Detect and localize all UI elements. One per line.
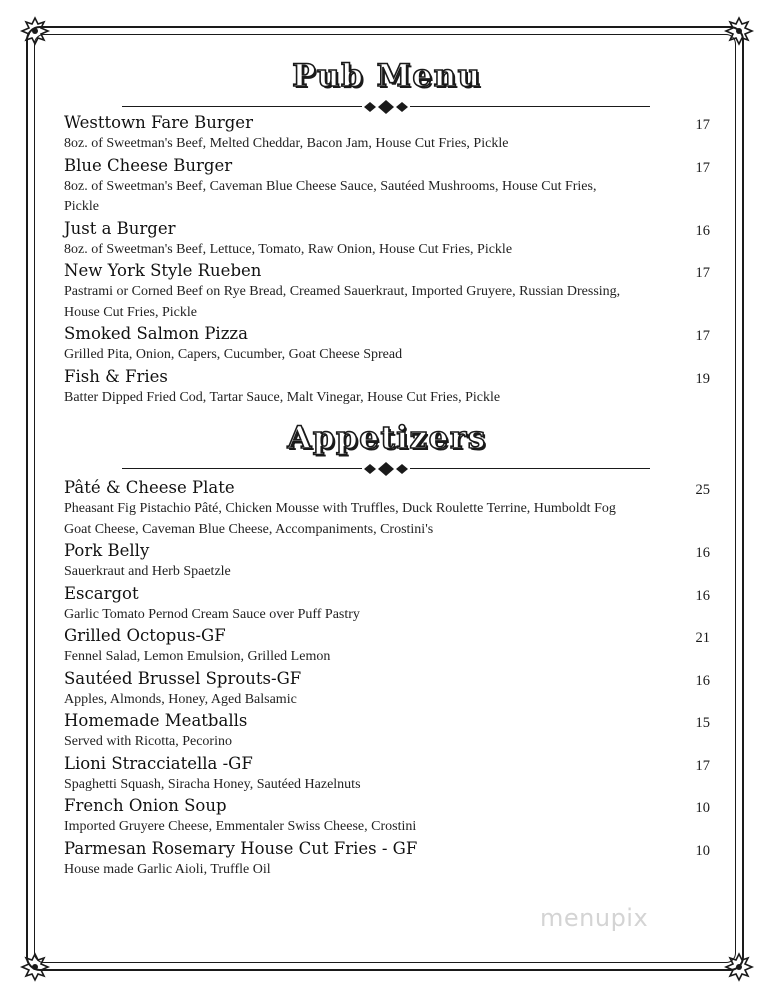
item-price: 15 (695, 715, 710, 731)
item-name: Fish & Fries (64, 366, 168, 386)
pub-menu-title: Pub Menu (292, 58, 482, 94)
item-description: House made Garlic Aioli, Truffle Oil (64, 861, 271, 877)
item-price: 17 (695, 328, 710, 344)
flourish-icon (18, 14, 52, 48)
item-description: Grilled Pita, Onion, Capers, Cucumber, Goat Cheese Spread (64, 347, 403, 362)
item-price: 17 (695, 117, 710, 133)
menu-item (64, 155, 714, 218)
menu-item (64, 218, 714, 261)
menu-item (64, 668, 714, 711)
section-divider (122, 462, 650, 476)
item-description: Garlic Tomato Pernod Cream Sauce over Puff Pastry (64, 606, 360, 622)
flourish-icon (722, 14, 756, 48)
item-description: Pheasant Fig Pistachio Pâté, Chicken Mousse with Truffles, Duck Roulette Terrine, Humboldt Fog Goat Cheese, Caveman Blue Cheese, Accompaniments, Crostini's (64, 501, 616, 537)
item-price: 16 (695, 222, 710, 239)
item-price: 25 (695, 482, 710, 498)
item-name: Pâté & Cheese Plate (64, 478, 235, 497)
item-price: 16 (695, 587, 710, 604)
item-description: 8oz. of Sweetman's Beef, Caveman Blue Cheese Sauce, Sautéed Mushrooms, House Cut Fries, Pickle (64, 178, 597, 214)
appetizers-list (64, 477, 714, 880)
item-price: 17 (695, 159, 710, 176)
item-name: Just a Burger (64, 218, 176, 238)
item-description: Pastrami or Corned Beef on Rye Bread, Creamed Sauerkraut, Imported Gruyere, Russian Dressing, House Cut Fries, Pickle (64, 284, 621, 320)
item-name: Westtown Fare Burger (64, 113, 253, 132)
item-description: 8oz. of Sweetman's Beef, Lettuce, Tomato, Raw Onion, House Cut Fries, Pickle (64, 241, 513, 257)
menu-item (64, 366, 714, 409)
item-name: New York Style Rueben (64, 261, 262, 280)
item-name: Blue Cheese Burger (64, 155, 233, 175)
menu-item (64, 477, 714, 540)
item-price: 19 (695, 370, 710, 387)
item-name: Parmesan Rosemary House Cut Fries - GF (64, 838, 418, 858)
item-price: 17 (695, 757, 710, 774)
pub-menu-list (64, 112, 714, 408)
menu-item (64, 583, 714, 626)
item-description: Served with Ricotta, Pecorino (64, 734, 232, 749)
item-description: Fennel Salad, Lemon Emulsion, Grilled Lemon (64, 649, 331, 664)
menu-item (64, 625, 714, 668)
item-description: Spaghetti Squash, Siracha Honey, Sautéed Hazelnuts (64, 776, 361, 792)
menu-item (64, 795, 714, 838)
item-name: Pork Belly (64, 541, 150, 560)
menu-item (64, 112, 714, 155)
item-name: Lioni Stracciatella -GF (64, 753, 253, 773)
diamond-ornament-icon (362, 462, 410, 476)
flourish-icon (722, 950, 756, 984)
appetizers-title: Appetizers (287, 420, 487, 456)
item-description: 8oz. of Sweetman's Beef, Melted Cheddar, Bacon Jam, House Cut Fries, Pickle (64, 136, 509, 151)
item-name: Sautéed Brussel Sprouts-GF (64, 668, 302, 688)
item-description: Batter Dipped Fried Cod, Tartar Sauce, Malt Vinegar, House Cut Fries, Pickle (64, 389, 501, 405)
item-name: Grilled Octopus-GF (64, 626, 226, 645)
item-description: Imported Gruyere Cheese, Emmentaler Swiss Cheese, Crostini (64, 819, 417, 834)
item-price: 17 (695, 265, 710, 281)
menu-item (64, 838, 714, 881)
item-name: French Onion Soup (64, 796, 227, 815)
item-name: Escargot (64, 583, 139, 603)
item-name: Smoked Salmon Pizza (64, 324, 248, 343)
flourish-icon (18, 950, 52, 984)
item-price: 10 (695, 842, 710, 859)
menu-item (64, 753, 714, 796)
menu-item (64, 323, 714, 366)
watermark: menupix (540, 904, 649, 932)
item-price: 16 (695, 545, 710, 561)
item-name: Homemade Meatballs (64, 711, 248, 730)
item-description: Sauerkraut and Herb Spaetzle (64, 564, 231, 579)
item-description: Apples, Almonds, Honey, Aged Balsamic (64, 691, 297, 707)
menu-item (64, 710, 714, 753)
item-price: 21 (695, 630, 710, 646)
item-price: 10 (695, 800, 710, 816)
menu-item (64, 260, 714, 323)
item-price: 16 (695, 672, 710, 689)
menu-item (64, 540, 714, 583)
